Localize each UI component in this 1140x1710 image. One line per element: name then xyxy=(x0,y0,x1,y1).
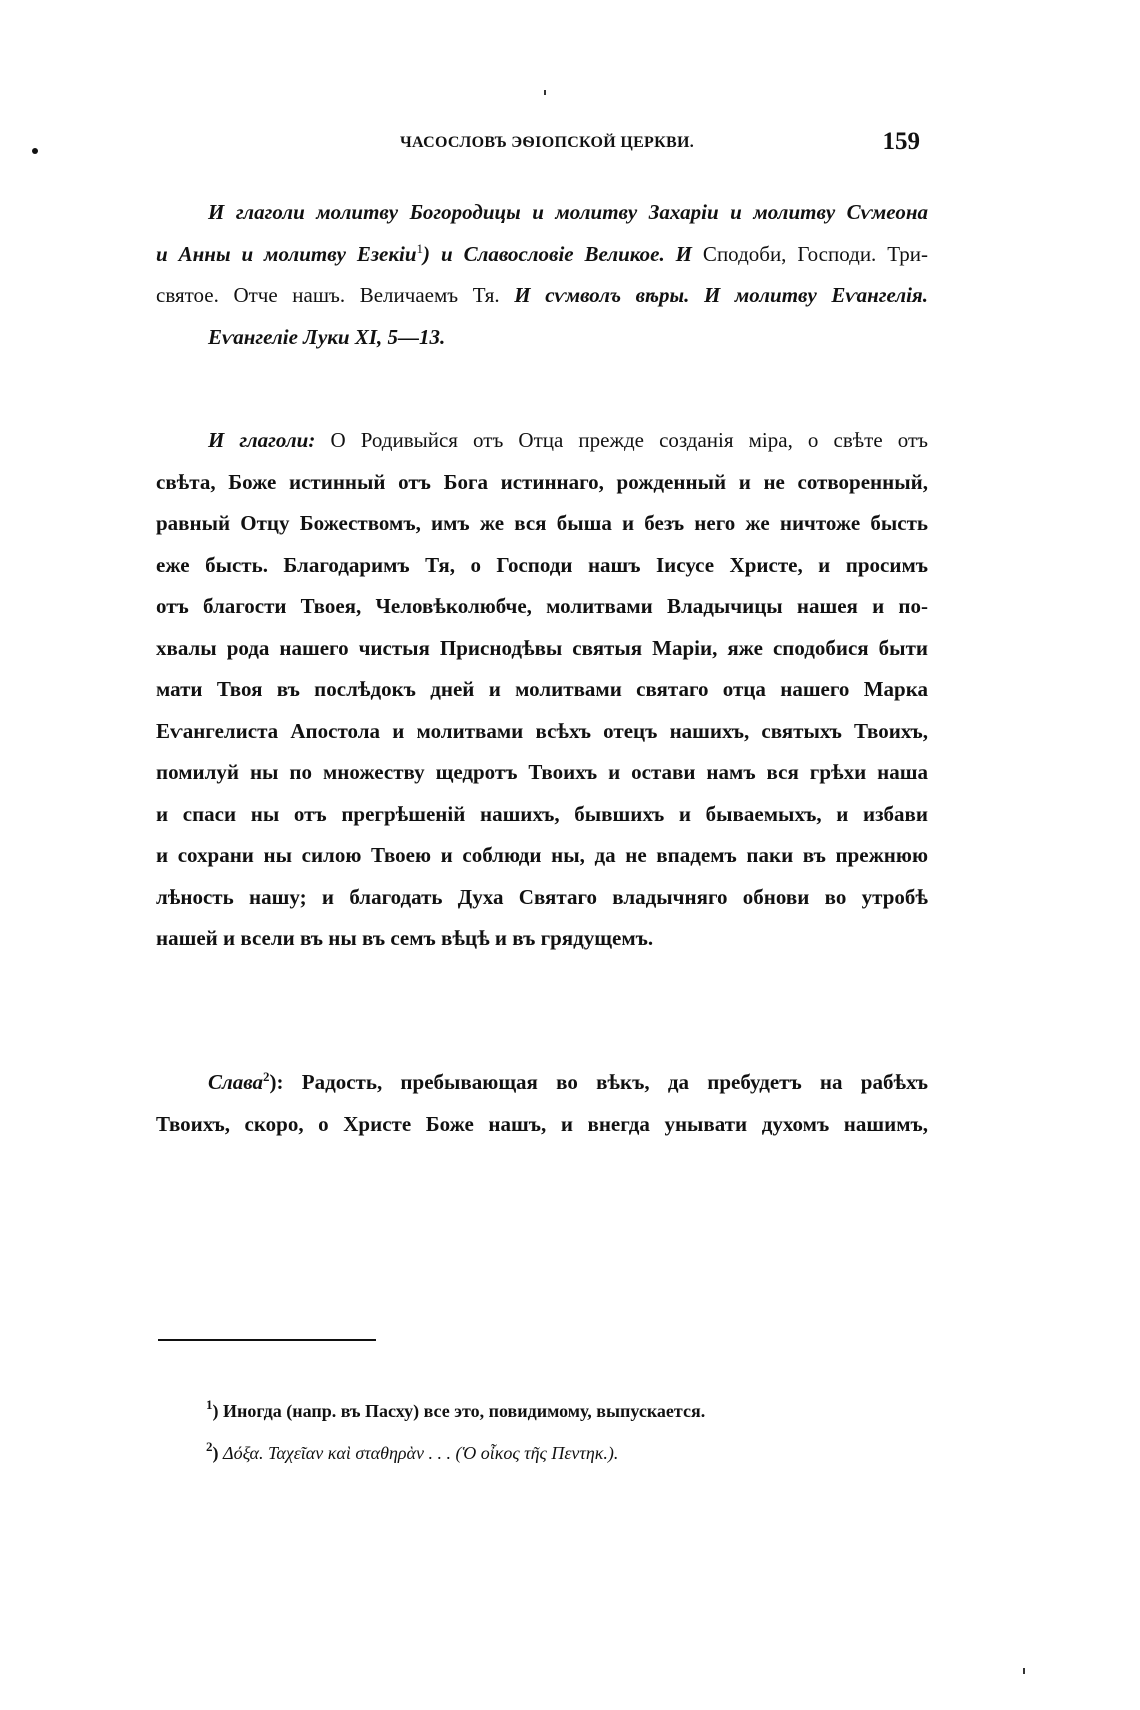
footnote-rule xyxy=(158,1339,376,1341)
footnote-1 xyxy=(206,1390,906,1432)
footnote-mark: 2 xyxy=(206,1439,213,1454)
text-line: Еѵангелиста Апостола и молитвами всѣхъ отецъ нашихъ, святыхъ Твоихъ, xyxy=(156,718,928,743)
text-line: и сохрани ны силою Твоею и соблюди ны, да не впадемъ паки въ прежнюю xyxy=(156,843,928,867)
text-line: лѣность нашу; и благодать Духа Святаго владычняго обнови во утробѣ xyxy=(156,884,928,909)
body-text: О Родивыйся отъ Отца прежде созданія міра, о свѣте отъ xyxy=(315,428,929,452)
text-line xyxy=(156,192,928,234)
text-line: хвалы рода нашего чистыя Приснодѣвы святыя Маріи, яже сподобися быти xyxy=(156,635,928,660)
text-line: отъ благости Твоея, Человѣколюбче, молитвами Владычицы нашея и по- xyxy=(156,594,928,618)
intro-paragraph xyxy=(156,192,928,358)
print-speck xyxy=(544,90,546,95)
body-text: святое. Отче нашъ. Величаемъ Тя. xyxy=(156,283,500,307)
italic-rubric: И глаголи молитву Богородицы и молитву Захаріи и молитву Сѵмеона xyxy=(208,200,928,224)
margin-dot xyxy=(32,148,38,154)
text-line: помилуй ны по множеству щедротъ Твоихъ и остави намъ вся грѣхи наша xyxy=(156,760,928,784)
text-line: свѣта, Боже истинный отъ Бога истиннаго, рожденный и не сотворенный, xyxy=(156,469,928,494)
italic-rubric: И сѵмволъ вѣры. И молитву Еѵангелія. xyxy=(499,283,928,307)
italic-rubric: Слава xyxy=(208,1070,264,1094)
text-line: и спаси ны отъ прегрѣшеній нашихъ, бывшихъ и бываемыхъ, и избави xyxy=(156,801,928,826)
page-header xyxy=(150,128,930,164)
gospel-reading-heading: Еѵангеліе Луки XI, 5—13. xyxy=(208,324,446,349)
running-title: ЧАСОСЛОВЪ ЭѲІОПСКОЙ ЦЕРКВИ. xyxy=(400,134,695,151)
text-line: Твоихъ, скоро, о Христе Боже нашъ, и внегда унывати духомъ нашимъ, xyxy=(156,1111,928,1136)
body-text: ): Радость, пребывающая во вѣкъ, да пребудетъ на рабѣхъ xyxy=(269,1070,928,1094)
body-text: Сподоби, Господи. Три- xyxy=(692,241,929,266)
footnote-text: ) xyxy=(212,1443,223,1463)
italic-rubric: И глаголи: xyxy=(208,428,316,452)
footnote-ref: 2 xyxy=(263,1069,270,1084)
text-line: нашей и всели въ ны въ семъ вѣцѣ и въ грядущемъ. xyxy=(156,926,654,950)
footnote-ref: 1 xyxy=(416,240,424,256)
print-speck xyxy=(1023,1668,1025,1674)
text-line: мати Твоя въ послѣдокъ дней и молитвами святаго отца нашего Марка xyxy=(156,677,928,701)
slava-paragraph xyxy=(156,1062,928,1145)
text-line: еже бысть. Благодаримъ Тя, о Господи нашъ Іисусе Христе, и просимъ xyxy=(156,552,928,577)
text-line xyxy=(156,275,928,317)
italic-rubric: ) и Славословіе Великое. xyxy=(423,241,665,266)
footnote-text: ) Иногда (напр. въ Пасху) все это, повидимому, выпускается. xyxy=(212,1401,706,1421)
text-line xyxy=(156,420,928,462)
greek-quote: Δόξα. Ταχεῖαν καὶ σταθηρὰν . . . xyxy=(223,1443,451,1463)
text-line xyxy=(156,234,928,276)
text-line xyxy=(156,1062,928,1104)
footnote-mark: 1 xyxy=(206,1397,213,1412)
italic-rubric: и Анны и молитву Езекіи xyxy=(156,241,417,266)
footnote-2 xyxy=(206,1432,906,1474)
page-number: 159 xyxy=(882,128,920,155)
footnotes xyxy=(206,1390,906,1474)
greek-source: (Ὁ οἶκος τῆς Πεντηκ.). xyxy=(450,1443,619,1463)
prayer-paragraph xyxy=(156,420,928,960)
text-line: равный Отцу Божествомъ, имъ же вся быша и безъ него же ничтоже бысть xyxy=(156,511,928,535)
italic-rubric: И xyxy=(664,241,692,266)
